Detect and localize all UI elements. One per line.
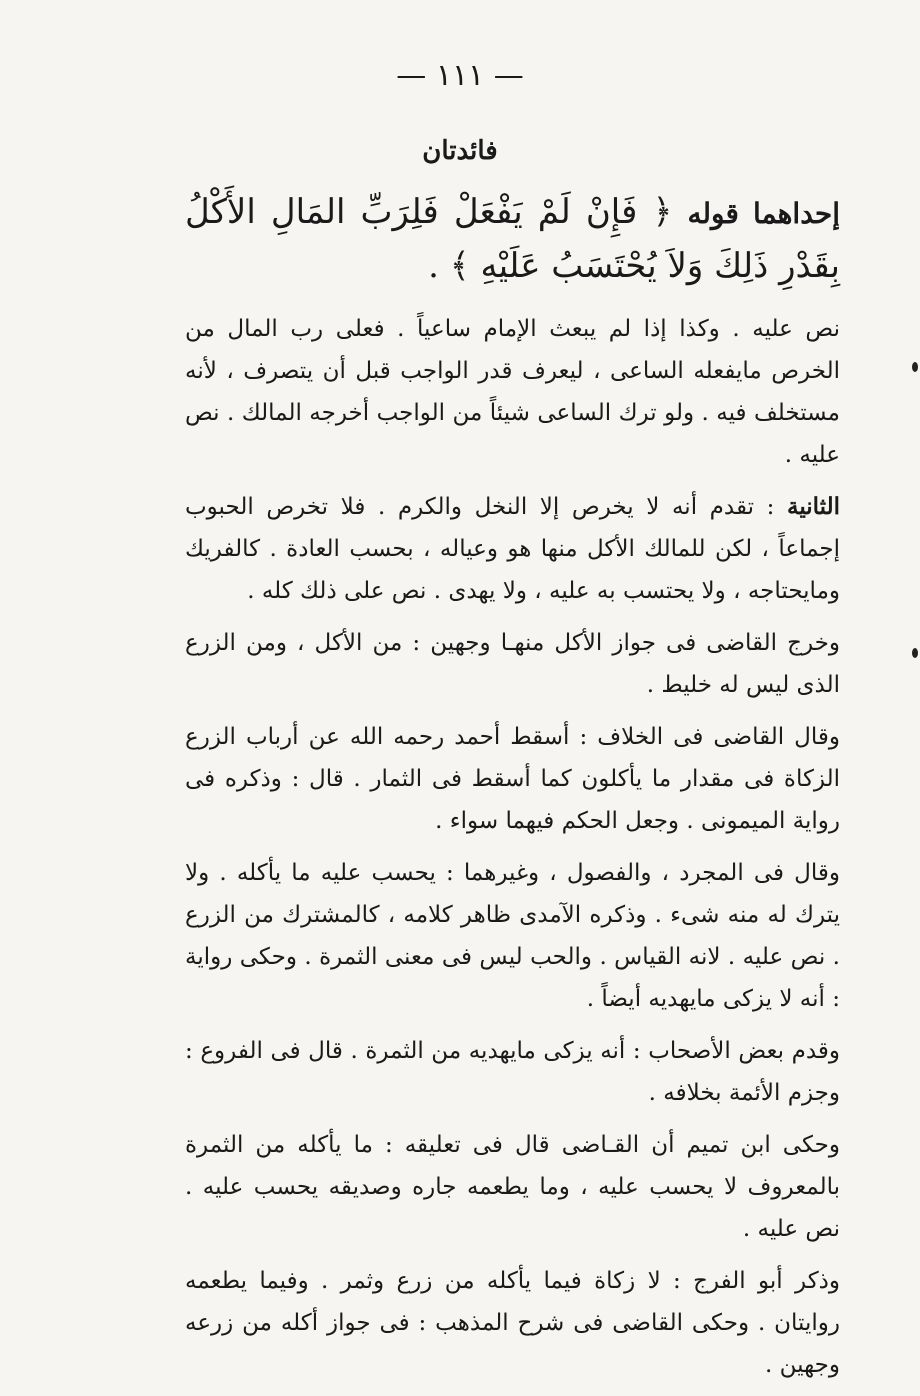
paragraph-1 <box>185 308 840 476</box>
verse-lead: إحداهما قوله <box>687 197 840 230</box>
verse-text: ﴿ فَإِنْ لَمْ يَفْعَلْ فَلِرَبِّ المَالِ الأَكْلُ بِقَدْرِ ذَلِكَ وَلاَ يُحْتَسَبُ عَلَيْهِ ﴾ . <box>185 192 840 286</box>
body-text <box>185 186 840 1396</box>
paragraph-text: نص عليه . وكذا إذا لم يبعث الإمام ساعياً . فعلى رب المال من الخرص مايفعله الساعى ، ليعرف قدر الواجب قبل أن يتصرف ، لأنه مستخلف فيه . ولو ترك الساعى شيئاً من الواجب أخرجه المالك . نص عليه . <box>185 316 840 468</box>
paragraph-text: وخرج القاضى فى جواز الأكل منهـا وجهين : من الأكل ، ومن الزرع الذى ليس له خليط . <box>185 630 840 698</box>
paragraph-text: وقال القاضى فى الخلاف : أسقط أحمد رحمه الله عن أرباب الزرع الزكاة فى مقدار ما يأكلون كما أسقط فى الثمار . قال : وذكره فى رواية الميمونى . وجعل الحكم فيهما سواء . <box>185 724 840 834</box>
margin-mark <box>912 362 918 372</box>
paragraph-lead: الثانية <box>786 493 841 520</box>
paragraph-6 <box>185 1030 840 1114</box>
quran-verse <box>185 186 840 292</box>
paragraph-4 <box>185 716 840 842</box>
paragraph-text: وقدم بعض الأصحاب : أنه يزكى مايهديه من الثمرة . قال فى الفروع : وجزم الأئمة بخلافه . <box>185 1038 840 1106</box>
paragraph-text: وحكى ابن تميم أن القـاضى قال فى تعليقه : ما يأكله من الثمرة بالمعروف لا يحسب عليه ، وما يطعمه جاره وصديقه يحسب عليه . نص عليه . <box>185 1132 840 1242</box>
page-number: — ١١١ — <box>396 58 524 93</box>
section-title: فائدتان <box>422 136 498 166</box>
paragraph-3 <box>185 622 840 706</box>
paragraph-8 <box>185 1260 840 1386</box>
paragraph-5 <box>185 852 840 1020</box>
paragraph-text: وذكر أبو الفرج : لا زكاة فيما يأكله من زرع وثمر . وفيما يطعمه روايتان . وحكى القاضى فى شرح المذهب : فى جواز أكله من زرعه وجهين . <box>185 1268 840 1378</box>
margin-mark <box>912 648 918 658</box>
paragraph-2 <box>185 486 840 612</box>
paragraph-7 <box>185 1124 840 1250</box>
paragraph-text: وقال فى المجرد ، والفصول ، وغيرهما : يحسب عليه ما يأكله . ولا يترك له منه شىء . وذكره الآمدى ظاهر كلامه ، كالمشترك من الزرع . نص عليه . لانه القياس . والحب ليس فى معنى الثمرة . وحكى رواية : أنه لا يزكى مايهديه أيضاً . <box>185 860 840 1012</box>
paragraph-text: : تقدم أنه لا يخرص إلا النخل والكرم . فلا تخرص الحبوب إجماعاً ، لكن للمالك الأكل منها هو وعياله ، بحسب العادة . كالفريك ومايحتاجه ، ولا يحتسب به عليه ، ولا يهدى . نص على ذلك كله . <box>185 494 840 604</box>
